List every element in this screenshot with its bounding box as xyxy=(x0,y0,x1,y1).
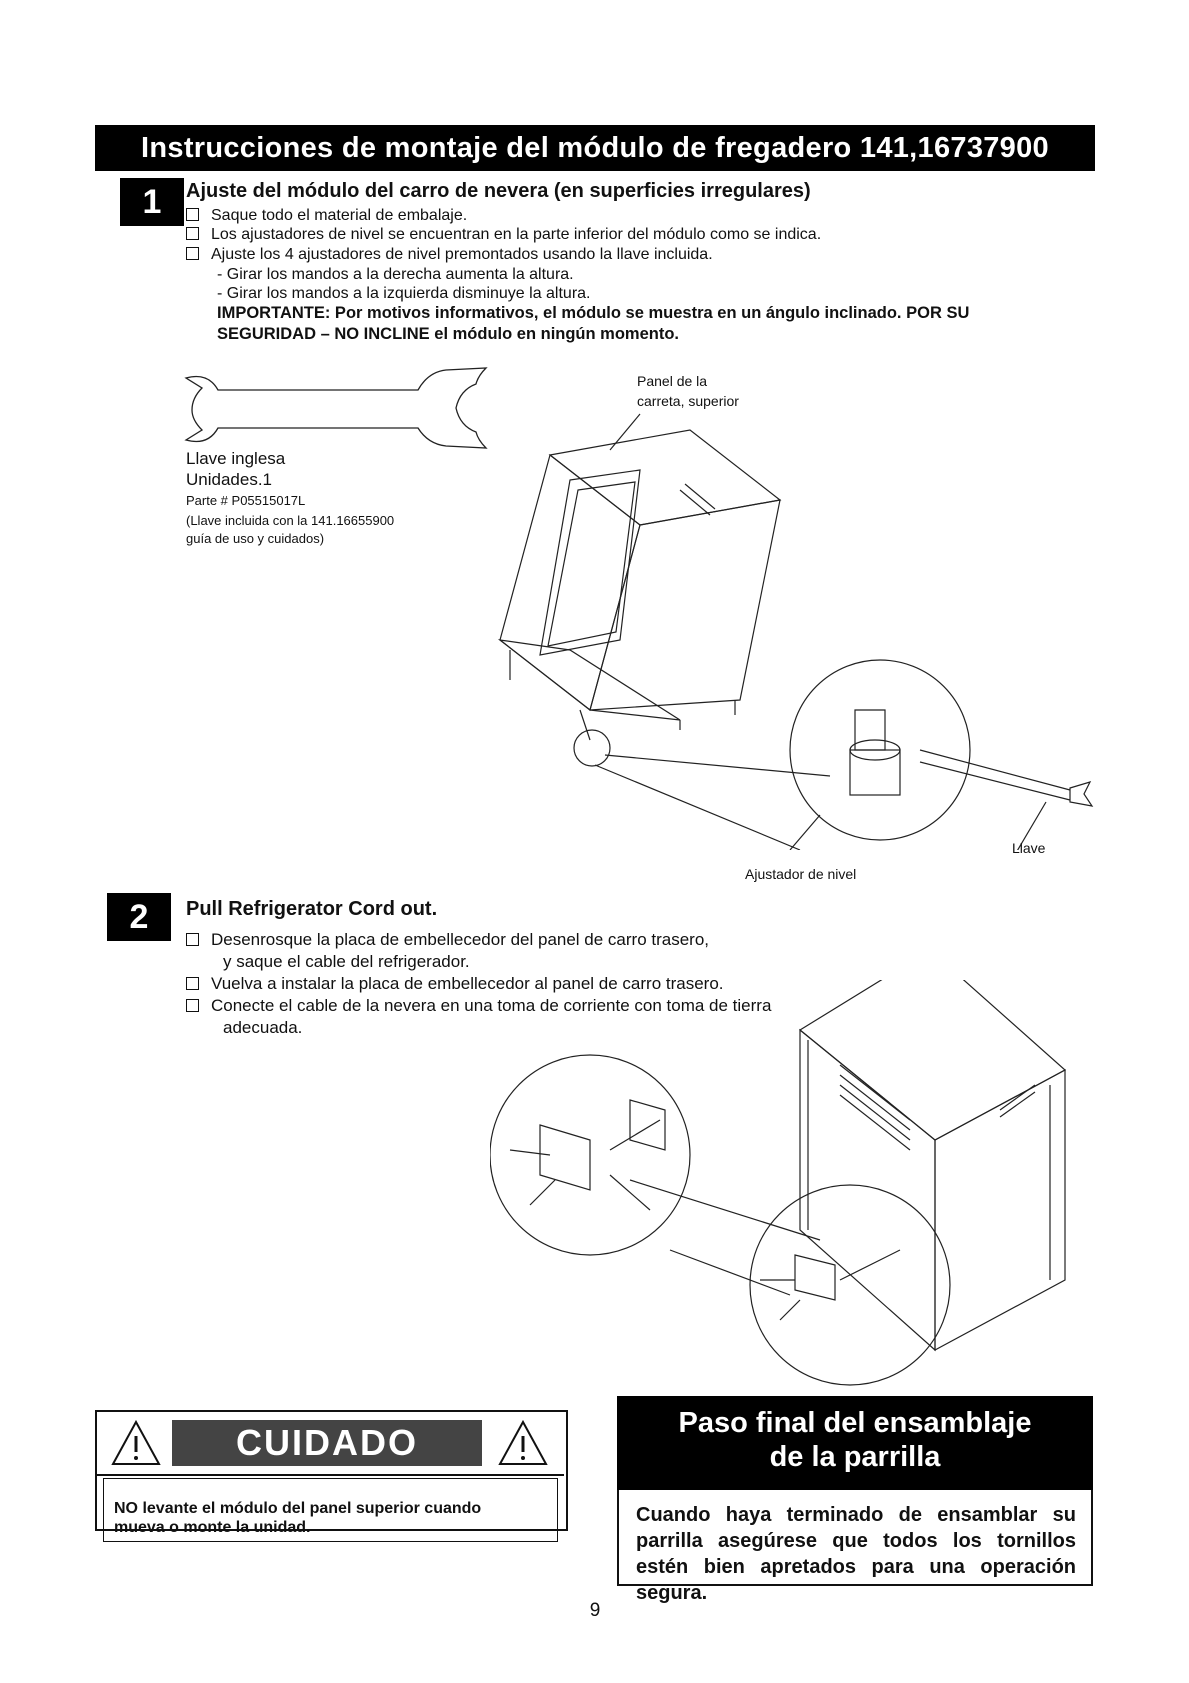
step-1-item: Saque todo el material de embalaje. xyxy=(186,206,467,225)
warning-icon xyxy=(110,1418,162,1468)
final-step-text: Cuando haya terminado de ensamblar su parrilla asegúrese que todos los tornillos estén bien apretados para una operación segura. xyxy=(636,1504,1076,1604)
caution-text: NO levante el módulo del panel superior cuando xyxy=(114,1500,482,1517)
step-1-badge: 1 xyxy=(120,178,184,226)
step-2-badge: 2 xyxy=(107,893,171,941)
page-number: 9 xyxy=(589,1600,601,1621)
step-2-item-cont: y saque el cable del refrigerador. xyxy=(223,952,470,971)
label-leveler: Ajustador de nivel xyxy=(745,866,857,882)
checkbox-icon xyxy=(186,227,199,240)
wrench-illustration xyxy=(178,360,498,460)
wrench-part-number: Parte # P05515017L xyxy=(186,493,306,508)
checkbox-icon xyxy=(186,247,199,260)
cart-rear-illustration xyxy=(490,980,1090,1390)
step-1-subitem: - Girar los mandos a la derecha aumenta la altura. xyxy=(217,266,574,283)
label-panel: carreta, superior xyxy=(637,393,739,409)
caution-text: mueva o monte la unidad. xyxy=(114,1519,311,1536)
step-2-item: Desenrosque la placa de embellecedor del panel de carro trasero, xyxy=(186,930,709,949)
step-1-subitem: - Girar los mandos a la izquierda disminuye la altura. xyxy=(217,285,591,302)
wrench-quantity: Unidades.1 xyxy=(186,470,273,489)
checkbox-icon xyxy=(186,933,199,946)
important-note: IMPORTANTE: Por motivos informativos, el módulo se muestra en un ángulo inclinado. POR SU xyxy=(217,304,970,322)
checkbox-icon xyxy=(186,999,199,1012)
step-1-item: Los ajustadores de nivel se encuentran en la parte inferior del módulo como se indica. xyxy=(186,225,821,244)
wrench-note: guía de uso y cuidados) xyxy=(186,531,325,546)
page-title: Instrucciones de montaje del módulo de fregadero 141,16737900 xyxy=(95,125,1095,171)
step-2-item-cont: adecuada. xyxy=(223,1018,303,1037)
wrench-name: Llave inglesa xyxy=(186,449,286,468)
final-step-heading xyxy=(617,1396,1093,1490)
step-2-item: Conecte el cable de la nevera en una toma de corriente con toma de tierra xyxy=(186,996,771,1015)
final-step-heading-line: de la parrilla xyxy=(769,1441,941,1473)
step-2-heading: Pull Refrigerator Cord out. xyxy=(186,898,438,920)
label-panel: Panel de la xyxy=(637,373,708,389)
warning-icon xyxy=(497,1418,549,1468)
wrench-note: (Llave incluida con la 141.16655900 xyxy=(186,513,395,528)
final-step-heading-line: Paso final del ensamblaje xyxy=(678,1407,1032,1439)
step-2-item: Vuelva a instalar la placa de embellecedor al panel de carro trasero. xyxy=(186,974,724,993)
checkbox-icon xyxy=(186,977,199,990)
label-wrench: Llave xyxy=(1012,840,1046,856)
important-note: SEGURIDAD – NO INCLINE el módulo en ningún momento. xyxy=(217,325,680,343)
cart-tilted-illustration xyxy=(480,410,1100,850)
checkbox-icon xyxy=(186,208,199,221)
caution-divider xyxy=(95,1474,564,1476)
caution-label: CUIDADO xyxy=(172,1420,482,1466)
step-1-item: Ajuste los 4 ajustadores de nivel premontados usando la llave incluida. xyxy=(186,245,713,264)
step-1-heading: Ajuste del módulo del carro de nevera (en superficies irregulares) xyxy=(186,180,811,202)
